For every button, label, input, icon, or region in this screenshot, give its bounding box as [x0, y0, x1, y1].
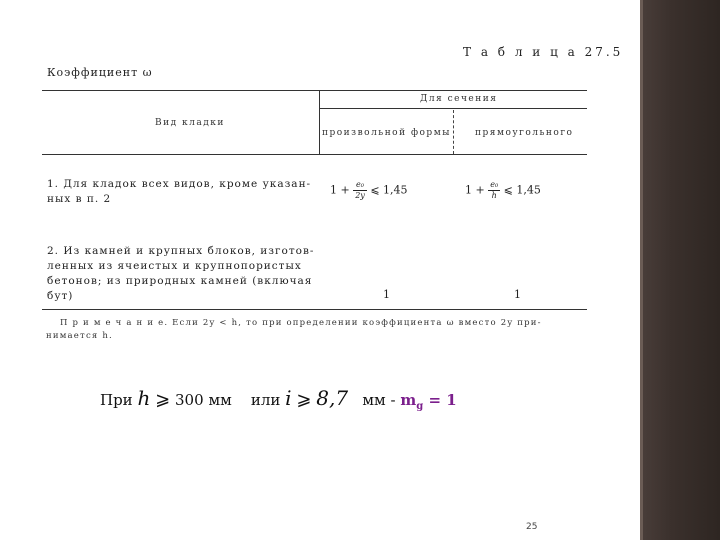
condition-value1: 300: [175, 391, 204, 409]
coefficient-title: Коэффициент ω: [47, 66, 153, 79]
condition-result: $m_g = 1$: [400, 391, 457, 412]
row1-formula-arbitrary: 1 + $\frac{\text{e₀}}{2y}$ ⩽ 1,45: [330, 180, 408, 200]
table-col-divider: [319, 90, 320, 154]
header-dashed-divider: [453, 110, 454, 154]
header-sub-rule: [319, 108, 587, 109]
header-rect: прямоугольного: [475, 128, 574, 138]
decorative-side-strip: [640, 0, 720, 540]
table-top-rule: [42, 90, 587, 91]
row2-text: 2. Из камней и крупных блоков, изготов- ленных из ячеистых и крупнопористых бетонов; из природных камней (включая бут): [47, 245, 315, 302]
side-strip-edge: [640, 0, 643, 540]
table-number: Т а б л и ц а 27.5: [463, 45, 624, 59]
row1-text: 1. Для кладок всех видов, кроме указан- ных в п. 2: [47, 178, 312, 205]
header-bottom-rule: [42, 154, 587, 155]
condition-h: h: [137, 386, 151, 410]
header-kind: Вид кладки: [155, 118, 225, 128]
condition-dash: -: [390, 391, 396, 409]
table-bottom-rule: [42, 309, 587, 310]
condition-geq-1: ⩾: [155, 389, 171, 410]
row1-formula-rect: 1 + $\frac{\text{e₀}}{h}$ ⩽ 1,45: [465, 180, 541, 200]
condition-line: [100, 386, 457, 412]
header-arbitrary: произвольной формы: [322, 128, 451, 138]
condition-pri: При: [100, 391, 133, 409]
condition-unit1: мм: [208, 391, 232, 409]
page-number: 25: [526, 522, 538, 532]
condition-or: или: [250, 391, 281, 409]
row2-value-rect: 1: [514, 288, 521, 301]
header-section: Для сечения: [420, 94, 498, 104]
condition-i: i: [285, 386, 292, 410]
condition-value2: 8,7: [316, 386, 349, 410]
row2-value-arbitrary: 1: [383, 288, 390, 301]
condition-unit2: мм: [362, 391, 386, 409]
table-note: П р и м е ч а н и е. Если 2y < h, то при определении коэффициента ω вместо 2y при- нимается h.: [46, 318, 542, 341]
condition-geq-2: ⩾: [296, 389, 312, 410]
